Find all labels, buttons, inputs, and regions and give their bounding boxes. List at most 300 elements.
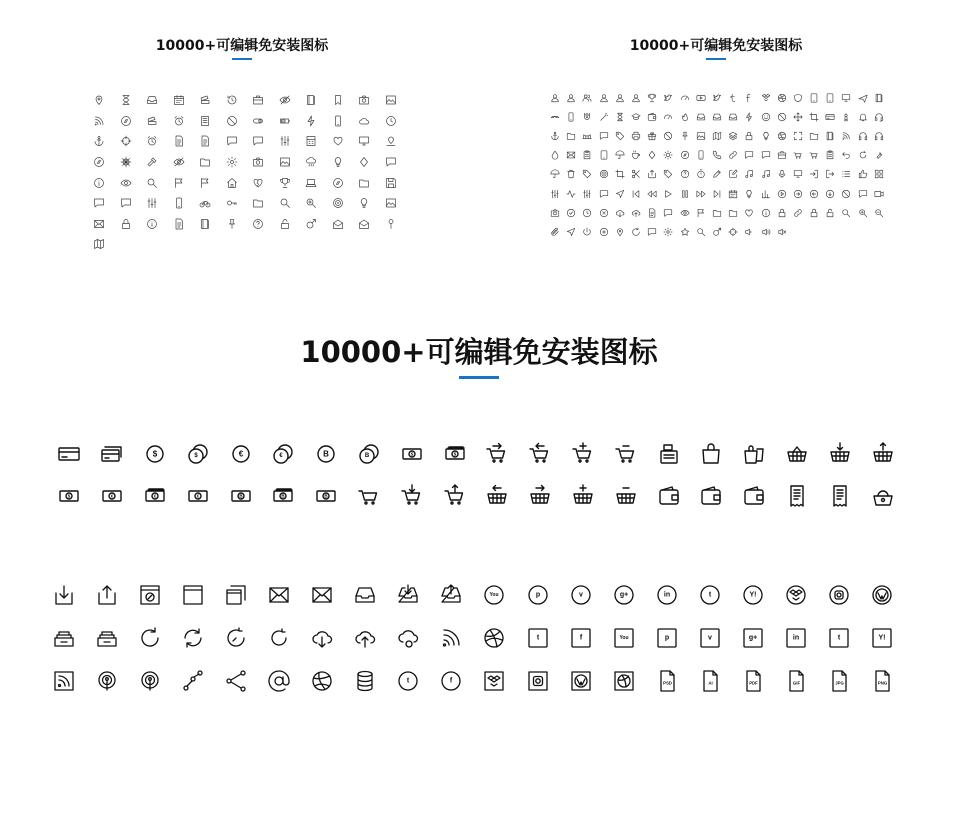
at-sign-icon: [257, 659, 300, 702]
toggle-switch-icon: [245, 111, 272, 132]
send-icon: [563, 222, 579, 241]
tumblr-circle-icon: [688, 573, 731, 616]
cloud-upload-icon: [628, 203, 644, 222]
basket-add-icon: [562, 475, 605, 517]
document-icon: [166, 214, 193, 235]
crop-icon: [806, 107, 822, 126]
folder-icon: [709, 203, 725, 222]
compass-icon: [677, 146, 693, 165]
twitter-square-icon: [516, 616, 559, 659]
podcast-icon: [85, 659, 128, 702]
instagram-square-icon: [516, 659, 559, 702]
book-icon: [822, 126, 838, 145]
crosshair-icon: [725, 222, 741, 241]
briefcase-icon: [245, 90, 272, 111]
inbox-icon: [725, 107, 741, 126]
shopping-bags-icon: [733, 433, 776, 475]
credit-cards-icon: [91, 433, 134, 475]
skip-back-icon: [628, 184, 644, 203]
check-circle-icon: [563, 203, 579, 222]
eye-icon: [677, 203, 693, 222]
sliders-icon: [547, 184, 563, 203]
video-icon: [871, 184, 887, 203]
heart-icon: [325, 131, 352, 152]
phone-icon: [563, 107, 579, 126]
dollar-bill-icon: [390, 433, 433, 475]
briefcase-icon: [774, 146, 790, 165]
twitter-circle-icon: [387, 659, 430, 702]
folder-icon: [563, 126, 579, 145]
music-icon: [741, 165, 757, 184]
home-icon: [219, 172, 246, 193]
bitcoin-coin-icon: [305, 433, 348, 475]
info-icon: [139, 214, 166, 235]
microphone-icon: [774, 165, 790, 184]
chat-icon: [378, 152, 405, 173]
dropbox-circle-icon: [775, 573, 818, 616]
notepad-icon: [192, 111, 219, 132]
redo-icon: [257, 616, 300, 659]
sun-icon: [660, 146, 676, 165]
users-icon: [579, 88, 595, 107]
flash-icon: [741, 107, 757, 126]
icon-grid-top-right: [547, 88, 887, 242]
main-title: 10000+可编辑免安装图标: [300, 335, 658, 369]
pushpin-icon: [677, 126, 693, 145]
archive-icon: [85, 616, 128, 659]
svg-text:€: €: [238, 449, 243, 459]
chat-icon: [741, 146, 757, 165]
arrow-left-circle-icon: [806, 184, 822, 203]
monitor-icon: [351, 131, 378, 152]
lock-icon: [806, 203, 822, 222]
mail-icon: [257, 573, 300, 616]
forbidden-icon: [838, 184, 854, 203]
compass-icon: [113, 111, 140, 132]
eye-icon: [113, 172, 140, 193]
crop-icon: [612, 165, 628, 184]
basket-back-icon: [476, 475, 519, 517]
facebook-icon: [741, 88, 757, 107]
image-icon: [693, 126, 709, 145]
handbag-icon: [861, 475, 904, 517]
image-icon: [272, 152, 299, 173]
flash-icon: [298, 111, 325, 132]
key-icon: [219, 193, 246, 214]
play-icon: [660, 184, 676, 203]
phone-icon: [325, 111, 352, 132]
heart-broken-icon: [245, 172, 272, 193]
basket-icon: [776, 433, 819, 475]
flag-icon: [166, 172, 193, 193]
icon-grid-commerce: [48, 433, 904, 517]
lock-icon: [113, 214, 140, 235]
pencil-icon: [709, 165, 725, 184]
calculator-icon: [298, 131, 325, 152]
svg-text:v: v: [578, 591, 583, 598]
alarm-clock-icon: [166, 111, 193, 132]
magnifier-icon: [272, 193, 299, 214]
fast-forward-icon: [693, 184, 709, 203]
tickets-icon: [139, 111, 166, 132]
inbox-icon: [709, 107, 725, 126]
phone-icon: [693, 146, 709, 165]
alarm-clock-icon: [139, 131, 166, 152]
location-pin-icon: [86, 90, 113, 111]
map-marker-icon: [378, 131, 405, 152]
dropbox-square-icon: [473, 659, 516, 702]
link-icon: [790, 203, 806, 222]
book-icon: [192, 214, 219, 235]
share-nodes-icon: [214, 659, 257, 702]
svg-text:g+: g+: [619, 591, 628, 598]
login-icon: [806, 165, 822, 184]
refresh-icon: [628, 222, 644, 241]
ship-wheel-icon: [113, 152, 140, 173]
file-ai-icon: [688, 659, 731, 702]
pinterest-square-icon: [645, 616, 688, 659]
timer-icon: [693, 165, 709, 184]
hourglass-icon: [113, 90, 140, 111]
folder-icon: [351, 172, 378, 193]
title-top-right: 10000+可编辑免安装图标: [629, 38, 803, 54]
chat-icon: [660, 203, 676, 222]
svg-text:PDF: PDF: [749, 680, 758, 685]
vimeo-circle-icon: [559, 573, 602, 616]
dribbble-square-icon: [602, 659, 645, 702]
thumbs-up-icon: [855, 165, 871, 184]
close-circle-icon: [596, 203, 612, 222]
zoom-in-icon: [855, 203, 871, 222]
rewind-icon: [644, 184, 660, 203]
scissors-icon: [628, 165, 644, 184]
svg-text:You: You: [619, 634, 629, 641]
chat-icon: [644, 222, 660, 241]
tablet-icon: [806, 88, 822, 107]
paperclip-icon: [547, 222, 563, 241]
mustache-icon: [547, 107, 563, 126]
umbrella-icon: [612, 146, 628, 165]
calendar-icon: [166, 90, 193, 111]
cart-icon: [348, 475, 391, 517]
phone-icon: [166, 193, 193, 214]
dribbble-icon: [774, 88, 790, 107]
headphones-icon: [855, 126, 871, 145]
dollar-coins-icon: [176, 433, 219, 475]
graduation-cap-icon: [628, 107, 644, 126]
yahoo-square-icon: [861, 616, 904, 659]
wallet-icon: [644, 107, 660, 126]
shopping-bag-icon: [690, 433, 733, 475]
euro-bill-icon: [91, 475, 134, 517]
magnet-icon: [579, 107, 595, 126]
list-icon: [838, 165, 854, 184]
tablet-icon: [596, 146, 612, 165]
user-icon: [612, 88, 628, 107]
bar-chart-icon: [757, 184, 773, 203]
male-icon: [709, 222, 725, 241]
file-png-icon: [861, 659, 904, 702]
trophy-icon: [644, 88, 660, 107]
cart-remove-icon: [604, 433, 647, 475]
bitcoin-coins-icon: [348, 433, 391, 475]
svg-text:p: p: [664, 634, 669, 641]
laptop-icon: [298, 172, 325, 193]
euro-bill-icon: [176, 475, 219, 517]
user-icon: [596, 88, 612, 107]
twitter-icon: [660, 88, 676, 107]
sliders-icon: [272, 131, 299, 152]
svg-text:B: B: [323, 449, 330, 459]
volume-high-icon: [757, 222, 773, 241]
gauge-icon: [677, 88, 693, 107]
bitcoin-bill-icon: [219, 475, 262, 517]
mail-open-icon: [351, 214, 378, 235]
google-plus-circle-icon: [602, 573, 645, 616]
camera-icon: [351, 90, 378, 111]
bell-icon: [855, 107, 871, 126]
battery-icon: [272, 111, 299, 132]
tablet-icon: [822, 88, 838, 107]
database-icon: [344, 659, 387, 702]
heart-icon: [741, 203, 757, 222]
info-icon: [757, 203, 773, 222]
pushpin-icon: [219, 214, 246, 235]
svg-text:GIF: GIF: [793, 680, 801, 685]
gear-icon: [660, 222, 676, 241]
main-title-underline: [459, 376, 499, 379]
tumblr-icon: [725, 88, 741, 107]
icon-grid-media: [42, 573, 904, 702]
lock-icon: [774, 203, 790, 222]
eye-off-icon: [272, 90, 299, 111]
svg-text:AI: AI: [708, 680, 713, 685]
user-icon: [547, 88, 563, 107]
svg-text:v: v: [708, 634, 712, 641]
map-icon: [709, 126, 725, 145]
svg-text:JPG: JPG: [835, 680, 845, 685]
skip-forward-icon: [709, 184, 725, 203]
cart-upload-icon: [433, 475, 476, 517]
twitter-icon: [709, 88, 725, 107]
mail-icon: [86, 214, 113, 235]
refresh-icon: [128, 616, 171, 659]
user-icon: [628, 88, 644, 107]
cart-icon: [790, 146, 806, 165]
gear-icon: [219, 152, 246, 173]
svg-text:B: B: [324, 493, 328, 499]
cloud-icon: [351, 111, 378, 132]
move-icon: [790, 107, 806, 126]
mute-icon: [774, 222, 790, 241]
facebook-circle-icon: [430, 659, 473, 702]
svg-text:$: $: [453, 451, 456, 457]
fullscreen-icon: [790, 126, 806, 145]
inbox-upload-icon: [430, 573, 473, 616]
printer-icon: [628, 126, 644, 145]
svg-text:€: €: [196, 493, 200, 499]
eye-off-icon: [166, 152, 193, 173]
forbidden-icon: [219, 111, 246, 132]
podcast-icon: [128, 659, 171, 702]
anchor-icon: [86, 131, 113, 152]
vimeo-square-icon: [688, 616, 731, 659]
share-icon: [644, 165, 660, 184]
mail-icon: [563, 146, 579, 165]
archive-icon: [42, 616, 85, 659]
basket-upload-icon: [861, 433, 904, 475]
svg-text:Y!: Y!: [749, 591, 757, 598]
file-pdf-icon: [732, 659, 775, 702]
pause-icon: [677, 184, 693, 203]
rss-icon: [430, 616, 473, 659]
svg-text:p: p: [535, 591, 540, 598]
dropbox-icon: [757, 88, 773, 107]
rss-icon: [838, 126, 854, 145]
dollar-coin-icon: [134, 433, 177, 475]
chat-icon: [757, 146, 773, 165]
bridge-icon: [579, 126, 595, 145]
grid-icon: [871, 165, 887, 184]
svg-text:$: $: [68, 493, 71, 499]
tumblr-square-icon: [818, 616, 861, 659]
rotate-right-icon: [214, 616, 257, 659]
bitcoin-bill-icon: [305, 475, 348, 517]
clipboard-icon: [822, 146, 838, 165]
basket-download-icon: [818, 433, 861, 475]
edit-icon: [725, 165, 741, 184]
call-icon: [709, 146, 725, 165]
bicycle-icon: [192, 193, 219, 214]
book-icon: [871, 88, 887, 107]
plane-icon: [855, 88, 871, 107]
umbrella-icon: [547, 165, 563, 184]
mail-icon: [301, 573, 344, 616]
wallet-icon: [690, 475, 733, 517]
share-icon: [85, 573, 128, 616]
zoom-in-icon: [298, 193, 325, 214]
cart-download-icon: [390, 475, 433, 517]
flag-icon: [693, 203, 709, 222]
diamond-icon: [644, 146, 660, 165]
arrow-right-circle-icon: [790, 184, 806, 203]
play-circle-icon: [774, 184, 790, 203]
basket-forward-icon: [519, 475, 562, 517]
link-icon: [725, 146, 741, 165]
svg-text:B: B: [281, 493, 285, 499]
svg-text:t: t: [838, 634, 841, 641]
svg-text:€: €: [110, 493, 114, 499]
facebook-square-icon: [559, 616, 602, 659]
music-icon: [757, 165, 773, 184]
youtube-circle-icon: [473, 573, 516, 616]
tag-icon: [660, 165, 676, 184]
svg-text:f: f: [579, 634, 582, 641]
target-icon: [325, 193, 352, 214]
cloud-upload-icon: [344, 616, 387, 659]
inbox-icon: [344, 573, 387, 616]
folder-icon: [806, 126, 822, 145]
chat-icon: [86, 193, 113, 214]
chat-icon: [219, 131, 246, 152]
folder-icon: [245, 193, 272, 214]
unlock-icon: [272, 214, 299, 235]
book-icon: [298, 90, 325, 111]
wallet-icon: [733, 475, 776, 517]
chat-icon: [855, 184, 871, 203]
folder-icon: [725, 203, 741, 222]
magic-wand-icon: [596, 107, 612, 126]
cart-import-icon: [519, 433, 562, 475]
anchor-icon: [547, 126, 563, 145]
history-icon: [219, 90, 246, 111]
cloud-rain-icon: [298, 152, 325, 173]
svg-text:t: t: [708, 591, 712, 598]
map-icon: [86, 234, 113, 255]
lightbulb-icon: [741, 184, 757, 203]
camera-icon: [547, 203, 563, 222]
svg-text:in: in: [793, 634, 800, 641]
svg-text:Y!: Y!: [878, 634, 886, 641]
receipt-icon: [818, 475, 861, 517]
tickets-icon: [192, 90, 219, 111]
sliders-icon: [139, 193, 166, 214]
svg-text:PNG: PNG: [878, 680, 888, 685]
forbidden-icon: [660, 126, 676, 145]
help-icon: [677, 165, 693, 184]
google-plus-square-icon: [732, 616, 775, 659]
rss-square-icon: [42, 659, 85, 702]
trophy-icon: [272, 172, 299, 193]
globe-icon: [774, 126, 790, 145]
download-icon: [42, 573, 85, 616]
credit-card-icon: [822, 107, 838, 126]
location-icon: [612, 222, 628, 241]
instagram-circle-icon: [818, 573, 861, 616]
undo-icon: [838, 146, 854, 165]
cloud-sync-icon: [387, 616, 430, 659]
wrench-icon: [871, 146, 887, 165]
inbox-icon: [693, 107, 709, 126]
gauge-icon: [660, 107, 676, 126]
inbox-icon: [139, 90, 166, 111]
svg-text:$: $: [410, 451, 414, 457]
cart-add-icon: [562, 433, 605, 475]
user-icon: [563, 88, 579, 107]
receipt-icon: [776, 475, 819, 517]
cloud-download-icon: [612, 203, 628, 222]
file-psd-icon: [645, 659, 688, 702]
bulb-icon: [757, 126, 773, 145]
image-icon: [378, 90, 405, 111]
linkedin-square-icon: [775, 616, 818, 659]
calendar-icon: [725, 184, 741, 203]
crosshair-icon: [113, 131, 140, 152]
sync-icon: [171, 616, 214, 659]
clock-icon: [579, 203, 595, 222]
svg-text:g+: g+: [748, 634, 758, 641]
wordpress-square-icon: [559, 659, 602, 702]
clipboard-icon: [579, 146, 595, 165]
bookmark-icon: [325, 90, 352, 111]
smile-icon: [757, 107, 773, 126]
svg-text:€: €: [153, 493, 157, 499]
shield-icon: [790, 88, 806, 107]
unlock-icon: [822, 203, 838, 222]
camera-icon: [245, 152, 272, 173]
search-icon: [693, 222, 709, 241]
cash-register-icon: [647, 433, 690, 475]
